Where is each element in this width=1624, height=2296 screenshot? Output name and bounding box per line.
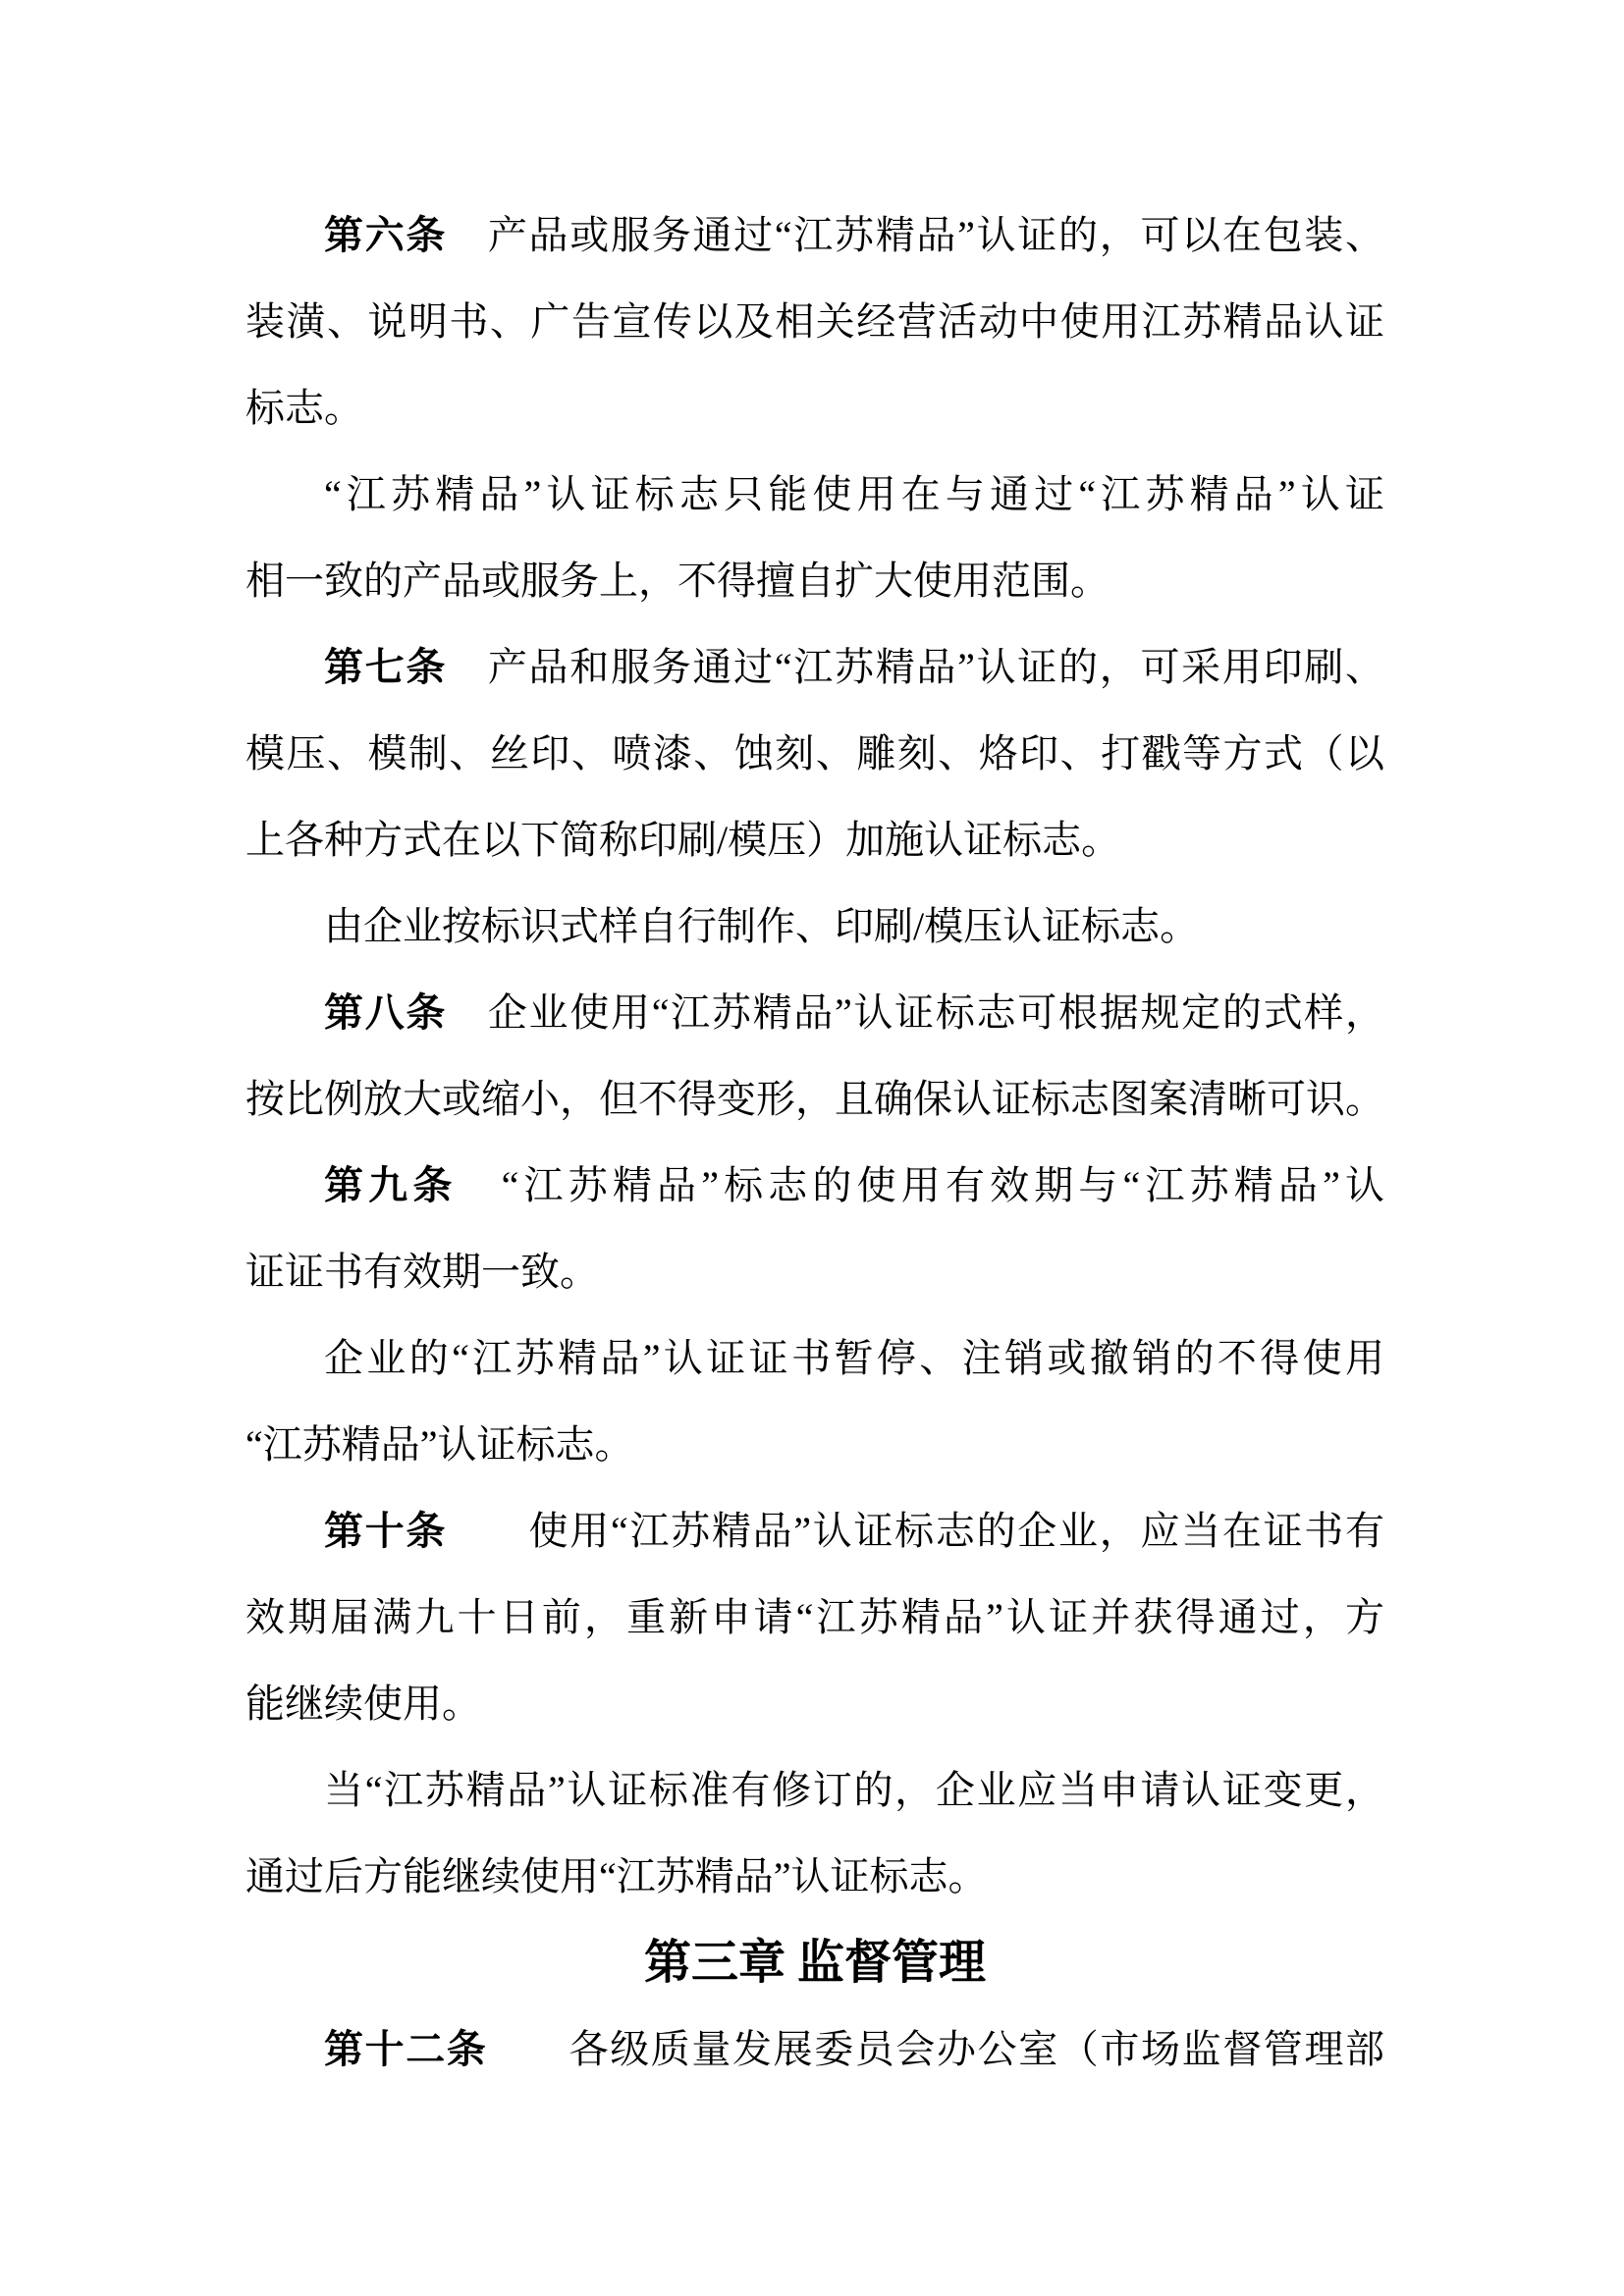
article-number: 第七条 [324,645,448,689]
document-body [245,192,1384,2093]
text-line [245,1402,1384,1488]
text-line [245,624,1384,711]
text-segment: 当“江苏精品”认证标准有修订的，企业应当申请认证变更， [324,1768,1384,1812]
text-segment: “江苏精品”认证标志。 [245,1422,634,1467]
text-segment: 由企业按标识式样自行制作、印刷/模压认证标志。 [324,904,1200,948]
text-line [245,711,1384,797]
text-segment: 效期届满九十日前，重新申请“江苏精品”认证并获得通过，方 [245,1595,1384,1639]
article-number: 第十条 [324,1509,448,1553]
article-number: 第六条 [324,213,448,257]
text-segment: “江苏精品”标志的使用有效期与“江苏精品”认 [457,1163,1384,1207]
text-segment: 企业使用“江苏精品”认证标志可根据规定的式样， [447,990,1384,1035]
text-line [245,538,1384,624]
text-line [245,2006,1384,2093]
text-line [245,1143,1384,1229]
chapter-heading [245,1920,1384,2006]
text-segment: 模压、模制、丝印、喷漆、蚀刻、雕刻、烙印、打戳等方式（以 [245,731,1384,775]
text-line [245,279,1384,365]
text-segment: 产品或服务通过“江苏精品”认证的，可以在包装、 [447,213,1384,257]
text-segment: 证证书有效期一致。 [245,1250,599,1294]
text-segment: 通过后方能继续使用“江苏精品”认证标志。 [245,1854,988,1898]
text-segment: 能继续使用。 [245,1682,481,1726]
text-line [245,1315,1384,1402]
text-line [245,970,1384,1056]
text-segment: 装潢、说明书、广告宣传以及相关经营活动中使用江苏精品认证 [245,299,1384,344]
article-number: 第三章 监督管理 [643,1937,986,1989]
article-number: 第九条 [324,1163,458,1207]
text-line [245,192,1384,279]
text-line [245,883,1384,970]
text-segment: “江苏精品”认证标志只能使用在与通过“江苏精品”认证 [324,472,1384,516]
text-line [245,797,1384,883]
article-number: 第八条 [324,990,448,1035]
text-segment: 相一致的产品或服务上，不得擅自扩大使用范围。 [245,559,1110,603]
text-line [245,365,1384,452]
article-number: 第十二条 [324,2027,488,2071]
text-segment: 企业的“江苏精品”认证证书暂停、注销或撤销的不得使用 [324,1336,1384,1380]
text-line [245,1488,1384,1575]
text-line [245,1661,1384,1747]
text-line [245,452,1384,538]
text-segment: 使用“江苏精品”认证标志的企业，应当在证书有 [447,1509,1384,1553]
text-line [245,1575,1384,1661]
text-segment: 各级质量发展委员会办公室（市场监督管理部 [487,2027,1384,2071]
text-segment: 上各种方式在以下简称印刷/模压）加施认证标志。 [245,818,1121,862]
text-segment: 按比例放大或缩小，但不得变形，且确保认证标志图案清晰可识。 [245,1077,1384,1121]
text-line [245,1056,1384,1143]
text-line [245,1834,1384,1920]
text-line [245,1747,1384,1834]
text-line [245,1229,1384,1315]
text-segment: 标志。 [245,386,363,430]
text-segment: 产品和服务通过“江苏精品”认证的，可采用印刷、 [447,645,1384,689]
